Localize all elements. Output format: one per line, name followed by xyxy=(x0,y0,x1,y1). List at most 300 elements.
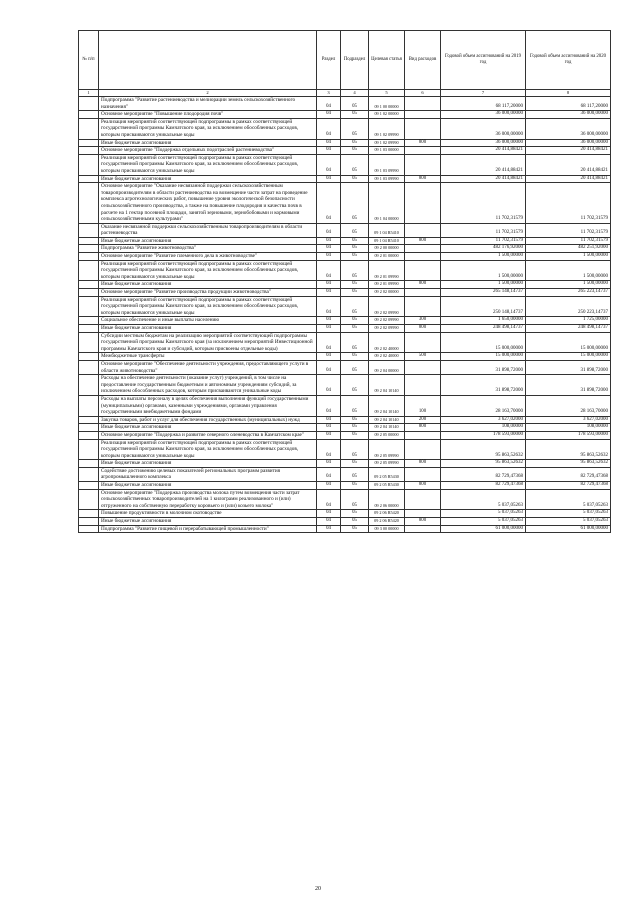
row-subsection-cell: 05 xyxy=(341,395,369,416)
row-target-article-cell: 09 1 03 09990 xyxy=(369,175,405,183)
table-row xyxy=(79,375,611,396)
row-name-cell: Основное мероприятие "Оказание несвязанной поддержки сельскохозяйственным товаропроизводителям в области растениеводства на возмещение части затрат на проведение комплекса агротехнологических работ, повышение уровня экологической безопасности сельскохозяйственного производства, а также на повышение плодородия и качества почв в расчете на 1 гектар посевной площади, занятой зерновыми, зернобобовыми и кормовыми сельскохозяйственными культурами" xyxy=(99,183,317,224)
row-amount-2020-cell: 1 500,00000 xyxy=(526,281,611,289)
row-target-article-cell: 09 2 05 09990 xyxy=(369,460,405,468)
row-subsection-cell: 05 xyxy=(341,289,369,297)
row-name-cell: Реализация мероприятий соответствующей подпрограммы в рамках соответствующей государственной программы Камчатского края, за исключением обособленных расходов, которым присваиваются уникальные коды xyxy=(99,154,317,175)
row-amount-2019-cell: 82 729,47368 xyxy=(441,482,526,490)
row-target-article-cell: 09 2 04 10140 xyxy=(369,395,405,416)
row-amount-2019-cell: 248 498,14737 xyxy=(441,325,526,333)
row-amount-2020-cell: 3 627,02000 xyxy=(526,416,611,424)
row-name-cell: Основное мероприятие "Обеспечение деятельности учреждения, предоставляющего услуги в области животноводства" xyxy=(99,360,317,374)
row-expense-type-cell: 800 xyxy=(405,424,441,432)
header-section: Раздел xyxy=(317,31,341,90)
row-amount-2020-cell: 5 037,05263 xyxy=(526,518,611,526)
row-amount-2020-cell: 1 500,00000 xyxy=(526,253,611,261)
table-row xyxy=(79,395,611,416)
column-number: 5 xyxy=(369,90,405,97)
row-section-cell: 04 xyxy=(317,325,341,333)
row-section-cell: 04 xyxy=(317,317,341,325)
row-amount-2019-cell: 5 037,05263 xyxy=(441,510,526,518)
table-row xyxy=(79,360,611,374)
row-subsection-cell: 05 xyxy=(341,431,369,439)
row-amount-2020-cell: 15 000,00000 xyxy=(526,353,611,361)
row-section-cell: 04 xyxy=(317,245,341,253)
row-index-cell xyxy=(79,245,99,253)
row-expense-type-cell xyxy=(405,332,441,353)
column-numbers-row xyxy=(79,90,611,97)
row-expense-type-cell: 800 xyxy=(405,460,441,468)
row-target-article-cell: 09 2 01 09990 xyxy=(369,260,405,281)
row-amount-2019-cell: 31 898,72000 xyxy=(441,375,526,396)
row-name-cell: Реализация мероприятий соответствующей подпрограммы в рамках соответствующей государственной программы Камчатского края, за исключением обособленных расходов, которым присваиваются уникальные коды xyxy=(99,118,317,139)
row-name-cell: Повышение продуктивности в молочном скотоводстве xyxy=(99,510,317,518)
row-amount-2020-cell: 11 702,31579 xyxy=(526,223,611,237)
row-index-cell xyxy=(79,97,99,111)
row-amount-2019-cell: 250 148,14737 xyxy=(441,296,526,317)
row-index-cell xyxy=(79,325,99,333)
row-subsection-cell: 05 xyxy=(341,460,369,468)
row-subsection-cell: 05 xyxy=(341,281,369,289)
row-expense-type-cell xyxy=(405,296,441,317)
row-amount-2019-cell: 11 702,31579 xyxy=(441,223,526,237)
row-name-cell: Реализация мероприятий соответствующей подпрограммы в рамках соответствующей государственной программы Камчатского края, за исключением обособленных расходов, которым присваиваются уникальные коды xyxy=(99,296,317,317)
row-amount-2020-cell: 11 702,31579 xyxy=(526,237,611,245)
row-amount-2020-cell: 20 414,88421 xyxy=(526,147,611,155)
row-index-cell xyxy=(79,111,99,119)
row-index-cell xyxy=(79,439,99,460)
row-name-cell: Основное мероприятие "Поддержка и развитие северного оленеводства в Камчатском крае" xyxy=(99,431,317,439)
table-row xyxy=(79,332,611,353)
table-row xyxy=(79,353,611,361)
row-target-article-cell: 09 2 06 R5420 xyxy=(369,518,405,526)
row-name-cell: Иные бюджетные ассигнования xyxy=(99,139,317,147)
row-amount-2020-cell: 248 498,14737 xyxy=(526,325,611,333)
row-expense-type-cell xyxy=(405,147,441,155)
row-amount-2019-cell: 1 650,00000 xyxy=(441,317,526,325)
row-target-article-cell: 09 2 04 10140 xyxy=(369,424,405,432)
row-name-cell: Оказание несвязанной поддержки сельскохозяйственным товаропроизводителям в области растениеводства xyxy=(99,223,317,237)
row-name-cell: Расходы на выплаты персоналу в целях обеспечения выполнения функций государственными (муниципальными) органами, казенными учреждениями, органами управления государственными внебюджетными фондами xyxy=(99,395,317,416)
row-expense-type-cell xyxy=(405,375,441,396)
row-section-cell: 04 xyxy=(317,375,341,396)
row-section-cell: 04 xyxy=(317,118,341,139)
row-amount-2020-cell: 31 898,72000 xyxy=(526,360,611,374)
row-target-article-cell: 09 1 02 00000 xyxy=(369,111,405,119)
row-subsection-cell: 05 xyxy=(341,510,369,518)
row-name-cell: Межбюджетные трансферты xyxy=(99,353,317,361)
row-subsection-cell: 05 xyxy=(341,183,369,224)
row-section-cell: 04 xyxy=(317,139,341,147)
table-row xyxy=(79,325,611,333)
row-section-cell: 04 xyxy=(317,460,341,468)
table-row xyxy=(79,439,611,460)
header-amount-2020: Годовой объем ассигнований на 2020 год xyxy=(526,31,611,90)
row-expense-type-cell: 800 xyxy=(405,281,441,289)
row-index-cell xyxy=(79,332,99,353)
row-expense-type-cell xyxy=(405,154,441,175)
row-expense-type-cell: 800 xyxy=(405,325,441,333)
table-row xyxy=(79,139,611,147)
row-section-cell: 04 xyxy=(317,525,341,533)
row-subsection-cell: 05 xyxy=(341,97,369,111)
row-name-cell: Иные бюджетные ассигнования xyxy=(99,325,317,333)
row-subsection-cell: 05 xyxy=(341,260,369,281)
row-expense-type-cell xyxy=(405,439,441,460)
row-subsection-cell: 05 xyxy=(341,375,369,396)
row-expense-type-cell: 800 xyxy=(405,237,441,245)
row-expense-type-cell xyxy=(405,253,441,261)
row-section-cell: 04 xyxy=(317,518,341,526)
row-target-article-cell: 09 2 02 00000 xyxy=(369,289,405,297)
row-subsection-cell: 05 xyxy=(341,424,369,432)
row-index-cell xyxy=(79,510,99,518)
row-expense-type-cell xyxy=(405,183,441,224)
row-expense-type-cell xyxy=(405,467,441,481)
table-row xyxy=(79,510,611,518)
row-subsection-cell: 05 xyxy=(341,111,369,119)
row-name-cell: Иные бюджетные ассигнования xyxy=(99,175,317,183)
row-amount-2019-cell: 108,00000 xyxy=(441,424,526,432)
table-row xyxy=(79,111,611,119)
table-row xyxy=(79,237,611,245)
row-amount-2020-cell: 36 000,00000 xyxy=(526,118,611,139)
row-section-cell: 04 xyxy=(317,260,341,281)
row-index-cell xyxy=(79,289,99,297)
row-amount-2019-cell: 36 000,00000 xyxy=(441,111,526,119)
row-section-cell: 04 xyxy=(317,353,341,361)
row-expense-type-cell: 800 xyxy=(405,482,441,490)
table-row xyxy=(79,431,611,439)
row-target-article-cell: 09 1 04 00000 xyxy=(369,183,405,224)
row-subsection-cell: 05 xyxy=(341,154,369,175)
row-section-cell: 04 xyxy=(317,416,341,424)
row-subsection-cell: 05 xyxy=(341,317,369,325)
row-amount-2019-cell: 36 000,00000 xyxy=(441,139,526,147)
row-section-cell: 04 xyxy=(317,424,341,432)
row-name-cell: Подпрограмма "Развитие растениеводства и мелиорации земель сельскохозяйственного назначения" xyxy=(99,97,317,111)
row-index-cell xyxy=(79,525,99,533)
table-row xyxy=(79,245,611,253)
row-section-cell: 04 xyxy=(317,489,341,510)
row-index-cell xyxy=(79,118,99,139)
table-row xyxy=(79,296,611,317)
table-row xyxy=(79,460,611,468)
table-row xyxy=(79,289,611,297)
row-target-article-cell: 09 1 04 R5410 xyxy=(369,237,405,245)
row-index-cell xyxy=(79,296,99,317)
row-subsection-cell: 05 xyxy=(341,489,369,510)
table-row xyxy=(79,183,611,224)
row-amount-2019-cell: 20 414,88421 xyxy=(441,154,526,175)
row-index-cell xyxy=(79,154,99,175)
row-index-cell xyxy=(79,281,99,289)
row-name-cell: Иные бюджетные ассигнования xyxy=(99,460,317,468)
row-amount-2019-cell: 5 037,05263 xyxy=(441,489,526,510)
row-subsection-cell: 05 xyxy=(341,332,369,353)
column-number: 4 xyxy=(341,90,369,97)
row-target-article-cell: 09 2 06 R5420 xyxy=(369,510,405,518)
row-index-cell xyxy=(79,518,99,526)
header-target-article: Целевая статья xyxy=(369,31,405,90)
row-amount-2020-cell: 20 414,88421 xyxy=(526,175,611,183)
row-amount-2020-cell: 5 037,05263 xyxy=(526,489,611,510)
row-section-cell: 04 xyxy=(317,395,341,416)
row-name-cell: Основное мероприятие "Поддержка производства молока путем возмещения части затрат сельскохозяйственных товаропроизводителей на 1 килограмм реализованного и (или) отгруженного на собственную переработку коровьего и (или) козьего молока" xyxy=(99,489,317,510)
row-name-cell: Закупка товаров, работ и услуг для обеспечения государственных (муниципальных) нужд xyxy=(99,416,317,424)
row-target-article-cell: 09 2 00 00000 xyxy=(369,245,405,253)
row-amount-2019-cell: 82 729,47368 xyxy=(441,467,526,481)
row-name-cell: Иные бюджетные ассигнования xyxy=(99,281,317,289)
row-amount-2019-cell: 15 000,00000 xyxy=(441,332,526,353)
row-index-cell xyxy=(79,353,99,361)
row-amount-2020-cell: 61 000,00000 xyxy=(526,525,611,533)
row-name-cell: Основное мероприятие "Развитие производства продукции животноводства" xyxy=(99,289,317,297)
row-amount-2020-cell: 482 251,92000 xyxy=(526,245,611,253)
row-target-article-cell: 09 2 04 10140 xyxy=(369,375,405,396)
row-amount-2020-cell: 11 702,31579 xyxy=(526,183,611,224)
header-expense-type: Вид расходов xyxy=(405,31,441,90)
row-index-cell xyxy=(79,431,99,439)
row-subsection-cell: 05 xyxy=(341,175,369,183)
row-name-cell: Иные бюджетные ассигнования xyxy=(99,482,317,490)
row-amount-2019-cell: 28 163,70000 xyxy=(441,395,526,416)
row-amount-2019-cell: 95 863,52632 xyxy=(441,439,526,460)
row-subsection-cell: 05 xyxy=(341,245,369,253)
row-amount-2019-cell: 5 037,05263 xyxy=(441,518,526,526)
table-row xyxy=(79,424,611,432)
row-expense-type-cell: 100 xyxy=(405,395,441,416)
row-amount-2020-cell: 68 117,20000 xyxy=(526,97,611,111)
row-subsection-cell: 05 xyxy=(341,147,369,155)
row-expense-type-cell: 500 xyxy=(405,353,441,361)
row-amount-2020-cell: 31 898,72000 xyxy=(526,375,611,396)
row-target-article-cell: 09 1 03 00000 xyxy=(369,147,405,155)
row-target-article-cell: 09 2 01 00000 xyxy=(369,253,405,261)
row-index-cell xyxy=(79,424,99,432)
header-subsection: Подраздел xyxy=(341,31,369,90)
header-number: № п/п xyxy=(79,31,99,90)
row-section-cell: 04 xyxy=(317,439,341,460)
row-section-cell: 04 xyxy=(317,237,341,245)
row-amount-2020-cell: 95 863,52632 xyxy=(526,460,611,468)
row-expense-type-cell: 300 xyxy=(405,317,441,325)
row-expense-type-cell: 800 xyxy=(405,518,441,526)
row-amount-2019-cell: 1 500,00000 xyxy=(441,260,526,281)
row-subsection-cell: 05 xyxy=(341,525,369,533)
row-target-article-cell: 09 2 02 09990 xyxy=(369,325,405,333)
row-expense-type-cell xyxy=(405,489,441,510)
table-row xyxy=(79,317,611,325)
row-amount-2020-cell: 95 863,52632 xyxy=(526,439,611,460)
row-name-cell: Основное мероприятие "Повышение плодородия почв" xyxy=(99,111,317,119)
row-amount-2019-cell: 3 627,02000 xyxy=(441,416,526,424)
row-index-cell xyxy=(79,175,99,183)
row-section-cell: 04 xyxy=(317,175,341,183)
row-target-article-cell: 09 2 05 00000 xyxy=(369,431,405,439)
row-index-cell xyxy=(79,489,99,510)
row-section-cell: 04 xyxy=(317,223,341,237)
row-expense-type-cell: 800 xyxy=(405,175,441,183)
row-subsection-cell: 05 xyxy=(341,325,369,333)
row-index-cell xyxy=(79,395,99,416)
budget-table-sheet xyxy=(78,30,610,533)
table-row xyxy=(79,253,611,261)
row-expense-type-cell xyxy=(405,260,441,281)
row-target-article-cell: 09 2 02 40000 xyxy=(369,353,405,361)
row-target-article-cell: 09 2 02 09990 xyxy=(369,317,405,325)
budget-table xyxy=(78,30,611,533)
row-amount-2020-cell: 36 000,00000 xyxy=(526,111,611,119)
row-target-article-cell: 09 2 05 R5430 xyxy=(369,467,405,481)
row-amount-2019-cell: 1 500,00000 xyxy=(441,281,526,289)
row-target-article-cell: 09 1 02 09990 xyxy=(369,118,405,139)
row-amount-2020-cell: 5 037,05263 xyxy=(526,510,611,518)
column-number: 7 xyxy=(441,90,526,97)
row-amount-2020-cell: 82 729,47368 xyxy=(526,467,611,481)
row-expense-type-cell xyxy=(405,289,441,297)
row-name-cell: Реализация мероприятий соответствующей подпрограммы в рамках соответствующей государственной программы Камчатского края, за исключением обособленных расходов, которым присваиваются уникальные коды xyxy=(99,260,317,281)
row-index-cell xyxy=(79,360,99,374)
row-amount-2019-cell: 1 500,00000 xyxy=(441,253,526,261)
row-target-article-cell: 09 3 00 00000 xyxy=(369,525,405,533)
page-number: 20 xyxy=(315,886,321,892)
column-number: 6 xyxy=(405,90,441,97)
row-expense-type-cell xyxy=(405,245,441,253)
row-section-cell: 04 xyxy=(317,289,341,297)
row-index-cell xyxy=(79,375,99,396)
row-amount-2019-cell: 36 000,00000 xyxy=(441,118,526,139)
row-target-article-cell: 09 2 06 00000 xyxy=(369,489,405,510)
row-amount-2019-cell: 20 414,88421 xyxy=(441,175,526,183)
row-section-cell: 04 xyxy=(317,482,341,490)
row-target-article-cell: 09 2 02 09990 xyxy=(369,296,405,317)
row-target-article-cell: 09 1 02 09990 xyxy=(369,139,405,147)
row-target-article-cell: 09 2 01 09990 xyxy=(369,281,405,289)
row-amount-2020-cell: 108,00000 xyxy=(526,424,611,432)
table-row xyxy=(79,118,611,139)
row-name-cell: Иные бюджетные ассигнования xyxy=(99,237,317,245)
row-subsection-cell: 05 xyxy=(341,518,369,526)
row-subsection-cell: 05 xyxy=(341,253,369,261)
row-amount-2020-cell: 15 000,00000 xyxy=(526,332,611,353)
row-target-article-cell: 09 1 00 00000 xyxy=(369,97,405,111)
row-section-cell: 04 xyxy=(317,467,341,481)
table-row xyxy=(79,489,611,510)
row-section-cell: 04 xyxy=(317,147,341,155)
row-section-cell: 04 xyxy=(317,281,341,289)
row-name-cell: Основное мероприятие "Развитие племенного дела в животноводстве" xyxy=(99,253,317,261)
row-name-cell: Подпрограмма "Развитие животноводства" xyxy=(99,245,317,253)
row-subsection-cell: 05 xyxy=(341,416,369,424)
row-index-cell xyxy=(79,253,99,261)
column-number: 8 xyxy=(526,90,611,97)
row-target-article-cell: 09 2 04 10140 xyxy=(369,416,405,424)
row-target-article-cell: 09 2 05 09990 xyxy=(369,439,405,460)
row-index-cell xyxy=(79,467,99,481)
column-number: 3 xyxy=(317,90,341,97)
table-row xyxy=(79,223,611,237)
table-row xyxy=(79,467,611,481)
row-name-cell: Расходы на обеспечение деятельности (оказание услуг) учреждений, в том числе на предоставление государственным бюджетным и автономным учреждениям субсидий, за исключением обособленных расходов, которым присваиваются уникальные коды xyxy=(99,375,317,396)
row-name-cell: Подпрограмма "Развитие пищевой и перерабатывающей промышленности" xyxy=(99,525,317,533)
row-amount-2020-cell: 265 223,14737 xyxy=(526,289,611,297)
row-subsection-cell: 05 xyxy=(341,467,369,481)
header-name xyxy=(99,31,317,90)
row-index-cell xyxy=(79,460,99,468)
row-amount-2019-cell: 68 117,20000 xyxy=(441,97,526,111)
row-amount-2019-cell: 20 414,88421 xyxy=(441,147,526,155)
row-amount-2019-cell: 11 702,31579 xyxy=(441,183,526,224)
row-section-cell: 04 xyxy=(317,360,341,374)
row-expense-type-cell xyxy=(405,223,441,237)
row-index-cell xyxy=(79,147,99,155)
row-amount-2020-cell: 1 725,00000 xyxy=(526,317,611,325)
row-amount-2019-cell: 482 176,92000 xyxy=(441,245,526,253)
row-expense-type-cell xyxy=(405,97,441,111)
row-subsection-cell: 05 xyxy=(341,118,369,139)
table-row xyxy=(79,260,611,281)
row-name-cell: Иные бюджетные ассигнования xyxy=(99,518,317,526)
row-section-cell: 04 xyxy=(317,510,341,518)
row-amount-2020-cell: 36 000,00000 xyxy=(526,139,611,147)
row-target-article-cell: 09 2 04 00000 xyxy=(369,360,405,374)
row-expense-type-cell xyxy=(405,360,441,374)
table-row xyxy=(79,518,611,526)
row-target-article-cell: 09 2 02 40000 xyxy=(369,332,405,353)
row-amount-2019-cell: 11 702,31579 xyxy=(441,237,526,245)
table-row xyxy=(79,416,611,424)
row-subsection-cell: 05 xyxy=(341,353,369,361)
column-number: 2 xyxy=(99,90,317,97)
row-name-cell: Основное мероприятие "Поддержка отдельных подотраслей растениеводства" xyxy=(99,147,317,155)
row-subsection-cell: 05 xyxy=(341,223,369,237)
row-index-cell xyxy=(79,260,99,281)
row-subsection-cell: 05 xyxy=(341,360,369,374)
row-expense-type-cell xyxy=(405,525,441,533)
row-section-cell: 04 xyxy=(317,431,341,439)
table-row xyxy=(79,281,611,289)
row-amount-2020-cell: 1 500,00000 xyxy=(526,260,611,281)
row-index-cell xyxy=(79,183,99,224)
row-subsection-cell: 05 xyxy=(341,482,369,490)
row-amount-2020-cell: 250 223,14737 xyxy=(526,296,611,317)
column-number: 1 xyxy=(79,90,99,97)
table-row xyxy=(79,175,611,183)
row-target-article-cell: 09 1 04 R5410 xyxy=(369,223,405,237)
row-index-cell xyxy=(79,482,99,490)
row-target-article-cell: 09 2 05 R5430 xyxy=(369,482,405,490)
row-expense-type-cell: 800 xyxy=(405,139,441,147)
row-expense-type-cell xyxy=(405,431,441,439)
row-section-cell: 04 xyxy=(317,332,341,353)
row-name-cell: Реализация мероприятий соответствующей подпрограммы в рамках соответствующей государственной программы Камчатского края, за исключением обособленных расходов, которым присваиваются уникальные коды xyxy=(99,439,317,460)
row-expense-type-cell xyxy=(405,510,441,518)
row-subsection-cell: 05 xyxy=(341,139,369,147)
row-amount-2019-cell: 31 898,72000 xyxy=(441,360,526,374)
row-amount-2019-cell: 61 000,00000 xyxy=(441,525,526,533)
row-index-cell xyxy=(79,223,99,237)
row-section-cell: 04 xyxy=(317,253,341,261)
row-section-cell: 04 xyxy=(317,296,341,317)
row-amount-2020-cell: 82 729,47368 xyxy=(526,482,611,490)
table-row xyxy=(79,97,611,111)
row-index-cell xyxy=(79,317,99,325)
header-amount-2019: Годовой объем ассигнований на 2019 год xyxy=(441,31,526,90)
table-row xyxy=(79,154,611,175)
row-section-cell: 04 xyxy=(317,111,341,119)
row-name-cell: Иные бюджетные ассигнования xyxy=(99,424,317,432)
